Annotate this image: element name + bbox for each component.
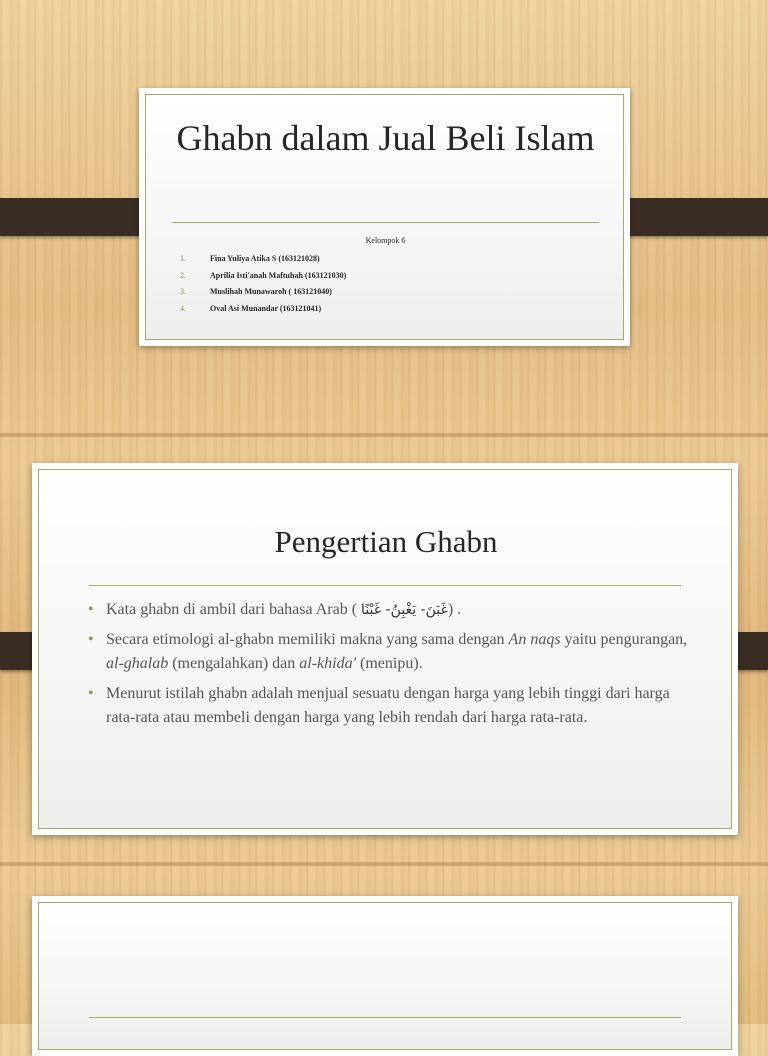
list-item	[180, 251, 346, 268]
bullet-text: Kata ghabn di ambil dari bahasa Arab (	[106, 601, 362, 618]
italic-term: An naqs	[508, 631, 561, 648]
bullet-text: (mengalahkan) dan	[168, 655, 300, 672]
member-name: Aprilia Isti'anah Maftuhah (163121030)	[210, 270, 347, 280]
heading-divider	[89, 585, 681, 586]
bullet-list	[88, 598, 688, 736]
slide-frame	[38, 469, 732, 829]
group-label: Kelompok 6	[365, 236, 406, 245]
bullet-icon: •	[88, 685, 94, 702]
bullet-icon: •	[88, 631, 94, 648]
bullet-text: Menurut istilah ghabn adalah menjual sesuatu dengan harga yang lebih tinggi dari harga rata-rata atau membeli dengan harga yang lebih rendah dari harga rata-rata.	[106, 685, 670, 726]
list-item	[88, 598, 688, 622]
italic-term: al-khida'	[299, 655, 357, 672]
slide-title-heading: Ghabn dalam Jual Beli Islam	[176, 118, 595, 158]
slide-heading: Pengertian Ghabn	[274, 524, 498, 559]
italic-term: al-ghalab	[106, 655, 169, 672]
slide-frame	[38, 902, 732, 1050]
member-name: Oval Asi Munandar (163121041)	[210, 303, 322, 313]
list-item	[180, 268, 346, 285]
slide-title[interactable]	[139, 88, 630, 346]
list-number: 1.	[180, 254, 186, 263]
bullet-icon: •	[88, 601, 94, 618]
list-number: 2.	[180, 270, 186, 280]
member-name: Muslihah Munawaroh ( 163121040)	[210, 287, 332, 296]
arabic-text: غَبَنَ- يَغْبِنُ- غَبْنًا	[361, 602, 448, 618]
slide-definition[interactable]	[32, 463, 738, 835]
list-number: 3.	[180, 287, 186, 296]
bullet-text: ) .	[447, 601, 462, 618]
slide-frame	[145, 94, 624, 340]
list-item	[180, 284, 346, 301]
slide-next[interactable]	[32, 896, 738, 1056]
list-item	[88, 628, 688, 676]
member-name: Fina Yuliya Atika S (163121028)	[210, 254, 320, 263]
list-number: 4.	[180, 303, 186, 313]
heading-divider	[89, 1017, 681, 1018]
slide-tab-left	[0, 198, 156, 236]
list-item	[88, 682, 688, 730]
title-divider	[172, 222, 599, 223]
bullet-text: Secara etimologi al-ghabn memiliki makna yang sama dengan	[106, 631, 509, 648]
slide-tab-right	[613, 198, 768, 236]
list-item	[180, 301, 346, 318]
wood-plank-seam	[0, 433, 768, 437]
bullet-text: (menipu).	[356, 655, 423, 672]
bullet-text: yaitu pengurangan,	[560, 631, 688, 648]
wood-plank-seam	[0, 862, 768, 866]
member-list	[180, 251, 346, 317]
